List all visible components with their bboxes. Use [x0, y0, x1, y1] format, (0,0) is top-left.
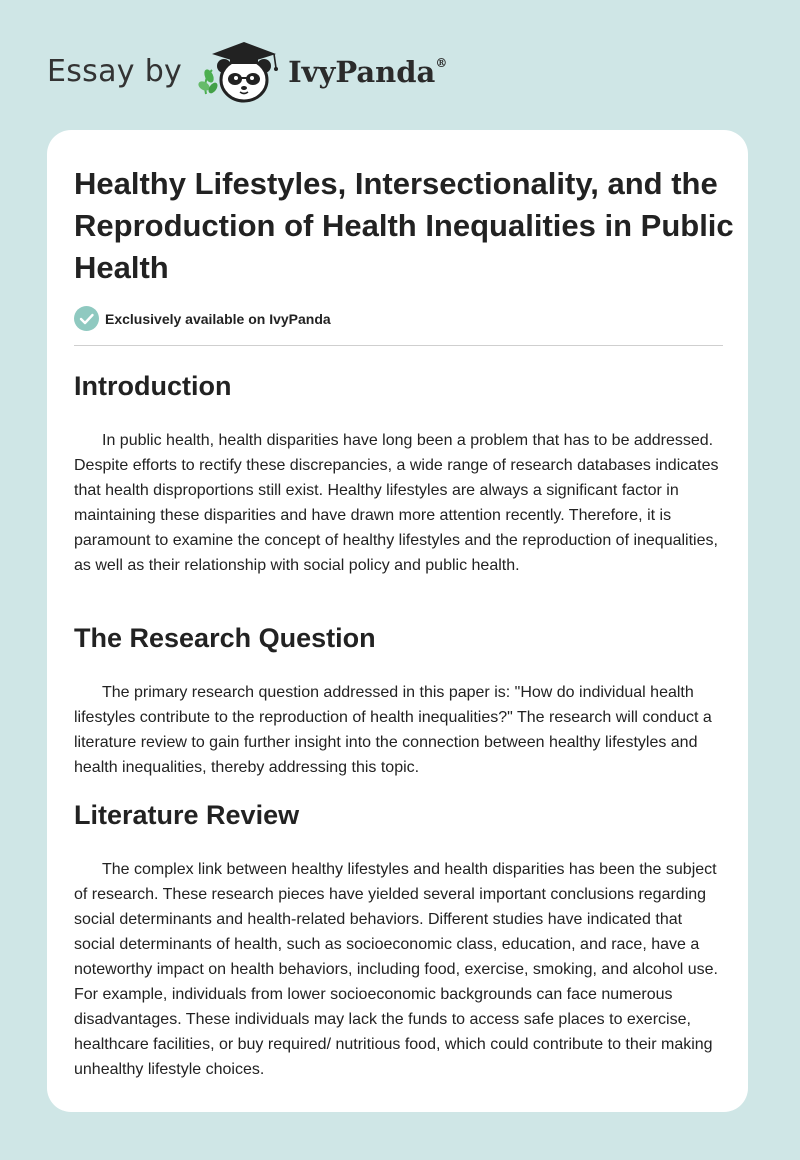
section-heading: Literature Review [74, 800, 300, 830]
essay-by-label: Essay by [47, 53, 183, 89]
section-heading: Introduction [74, 371, 232, 401]
site-header [47, 36, 447, 106]
section-introduction [74, 369, 724, 578]
brand-name[interactable] [288, 55, 447, 89]
exclusive-badge [74, 306, 331, 331]
essay-card [47, 130, 748, 1112]
title-divider [74, 345, 723, 346]
exclusive-label: Exclusively available on IvyPanda [105, 310, 331, 327]
check-circle-icon [74, 306, 99, 331]
panda-graduate-icon[interactable] [196, 36, 284, 106]
registered-mark: ® [435, 56, 448, 71]
brand-name-text: IvyPanda [288, 55, 436, 89]
essay-title: Healthy Lifestyles, Intersectionality, and the Reproduction of Health Inequalities in Public Health [74, 166, 734, 285]
section-literature-review [74, 798, 724, 1082]
section-paragraph: The complex link between healthy lifestyles and health disparities has been the subject of research. These research pieces have yielded several important conclusions regarding social determinants and health-related behaviors. Different studies have indicated that social determinants of health, such as socioeconomic class, education, and race, have a noteworthy impact on health behaviors, including food, exercise, smoking, and alcohol use. For example, individuals from lower socioeconomic backgrounds can face numerous disadvantages. These individuals may lack the funds to access safe places to exercise, healthcare facilities, or buy required/ nutritious food, which could contribute to their making unhealthy lifestyle choices. [74, 861, 718, 1078]
section-heading: The Research Question [74, 623, 376, 653]
section-paragraph: The primary research question addressed in this paper is: "How do individual health lifestyles contribute to the reproduction of health inequalities?" The research will conduct a literature review to gain further insight into the connection between healthy lifestyles and health inequalities, thereby addressing this topic. [74, 684, 712, 776]
section-paragraph: In public health, health disparities have long been a problem that has to be addressed. Despite efforts to rectify these discrepancies, a wide range of research databases indicates that health disproportions still exist. Healthy lifestyles are always a significant factor in maintaining these disparities and have drawn more attention recently. Therefore, it is paramount to examine the concept of healthy lifestyles and the reproduction of inequalities, as well as their relationship with social policy and public health. [74, 432, 719, 574]
section-research-question [74, 621, 724, 780]
